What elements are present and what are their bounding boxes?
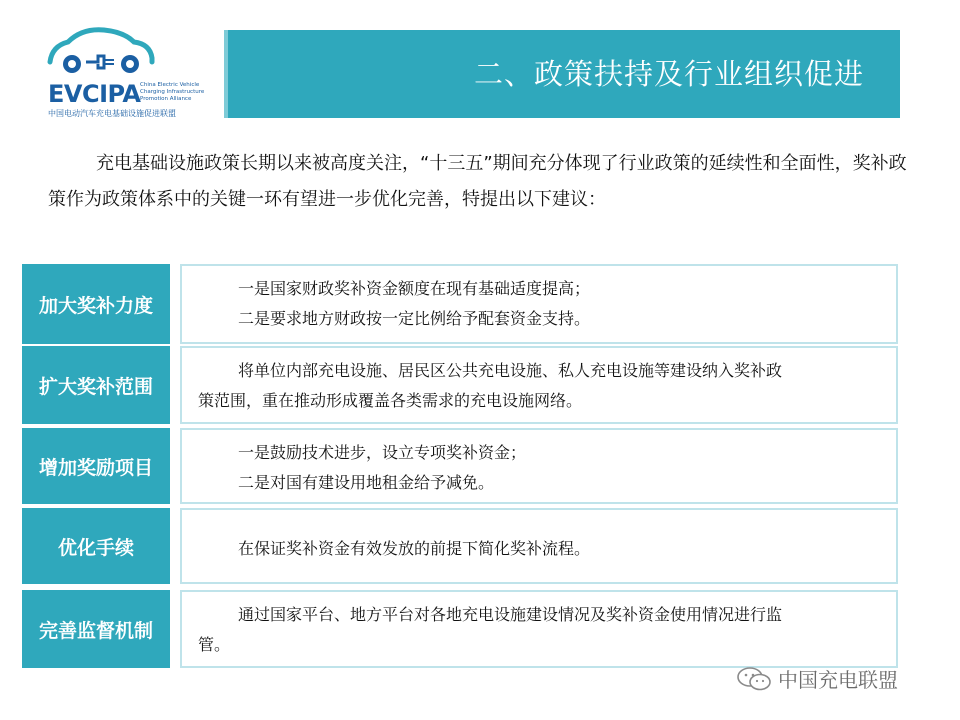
row-line: 一是国家财政奖补资金额度在现有基础适度提高； [238, 279, 591, 298]
logo-wordmark: EVCIPA [48, 80, 141, 108]
intro-text: 充电基础设施政策长期以来被高度关注，“十三五”期间充分体现了行业政策的延续性和全面性，奖补政策作为政策体系中的关键一环有望进一步优化完善，特提出以下建议： [48, 153, 907, 210]
policy-row [22, 508, 900, 584]
row-content [180, 590, 898, 668]
logo-english-name: China Electric Vehicle Charging Infrastructure Promotion Alliance [140, 82, 205, 102]
row-content [180, 264, 898, 344]
policy-row [22, 346, 900, 424]
row-line: 通过国家平台、地方平台对各地充电设施建设情况及奖补资金使用情况进行监 [238, 605, 783, 624]
row-line: 策范围，重在推动形成覆盖各类需求的充电设施网络。 [198, 391, 583, 410]
row-line: 一是鼓励技术进步，设立专项奖补资金； [238, 443, 527, 462]
row-label: 优化手续 [22, 508, 170, 584]
row-content [180, 508, 898, 584]
row-label: 加大奖补力度 [22, 264, 170, 344]
watermark-text: 中国充电联盟 [778, 668, 898, 692]
logo-chinese-name: 中国电动汽车充电基础设施促进联盟 [48, 109, 176, 118]
policy-row [22, 590, 900, 668]
row-line: 管。 [198, 635, 231, 654]
evcipa-logo [42, 22, 205, 118]
row-label: 扩大奖补范围 [22, 346, 170, 424]
wechat-icon [736, 666, 772, 692]
policy-row [22, 428, 900, 504]
policy-row [22, 264, 900, 344]
row-line: 二是要求地方财政按一定比例给予配套资金支持。 [238, 309, 591, 328]
intro-paragraph [48, 146, 914, 218]
title-banner [224, 30, 900, 118]
row-label: 完善监督机制 [22, 590, 170, 668]
row-line: 将单位内部充电设施、居民区公共充电设施、私人充电设施等建设纳入奖补政 [238, 361, 783, 380]
row-label: 增加奖励项目 [22, 428, 170, 504]
row-line: 在保证奖补资金有效发放的前提下简化奖补流程。 [238, 539, 591, 558]
wechat-watermark [736, 664, 898, 693]
title-accent-stripe [224, 30, 228, 118]
row-line: 二是对国有建设用地租金给予减免。 [238, 473, 495, 492]
row-content [180, 428, 898, 504]
row-content [180, 346, 898, 424]
car-charger-icon [42, 22, 162, 80]
page-title: 二、政策扶持及行业组织促进 [473, 57, 864, 91]
